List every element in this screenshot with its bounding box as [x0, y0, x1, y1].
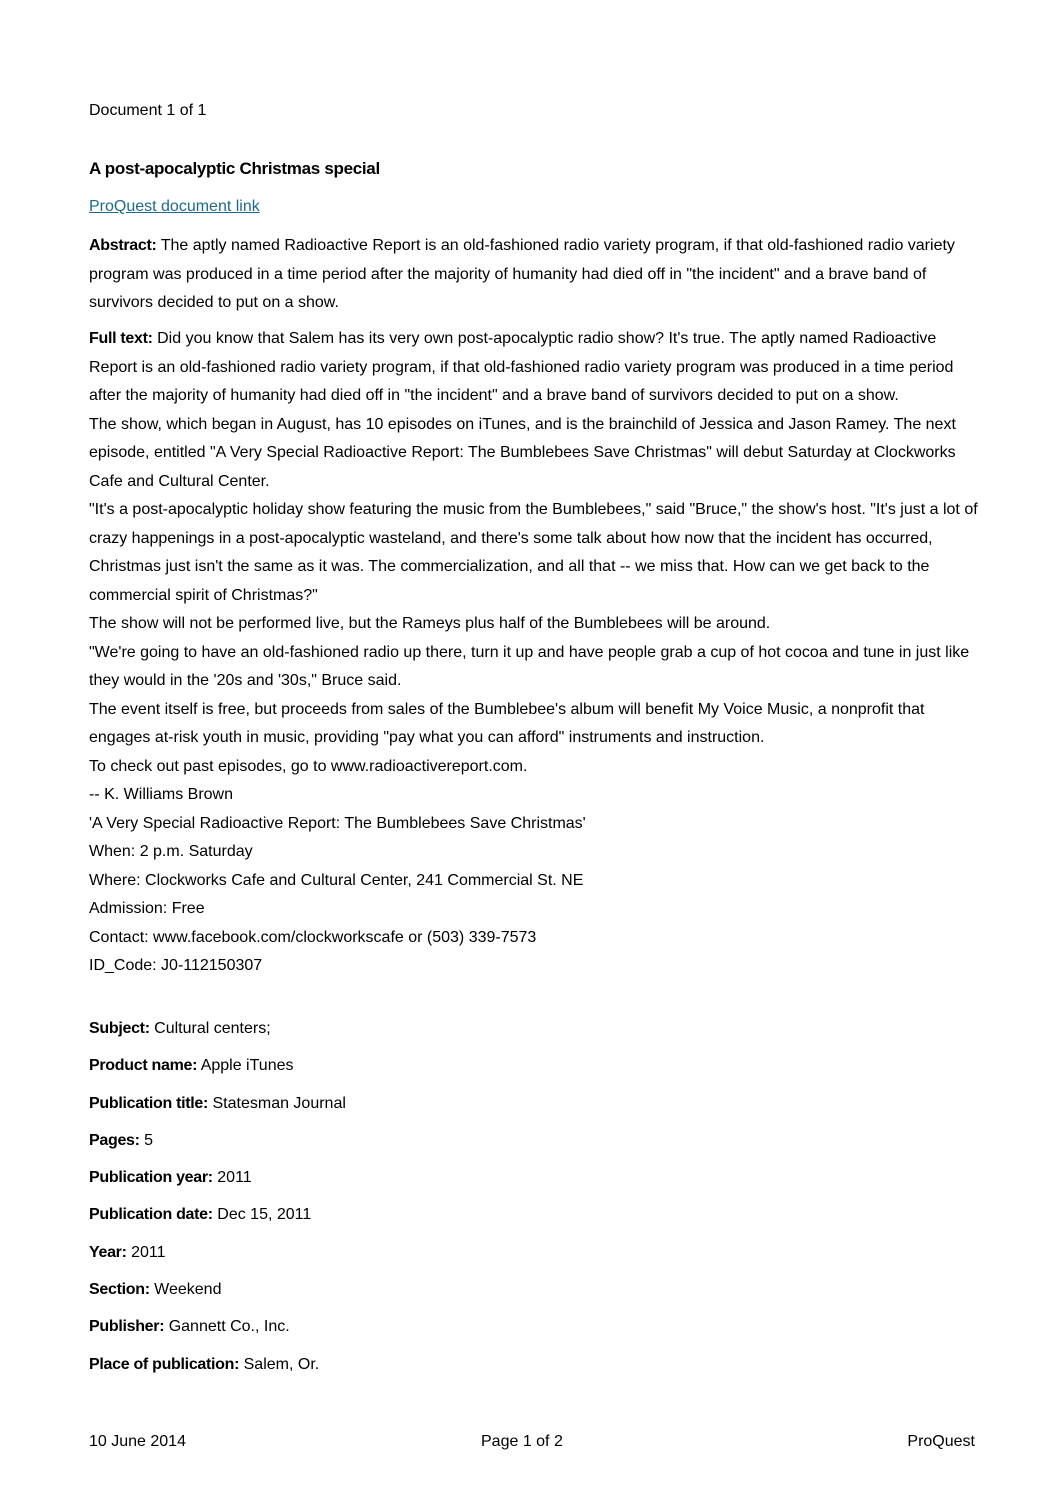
full-text-line: Where: Clockworks Cafe and Cultural Center, 241 Commercial St. NE	[89, 871, 584, 889]
metadata-label: Section:	[89, 1281, 150, 1299]
full-text-line: 'A Very Special Radioactive Report: The Bumblebees Save Christmas'	[89, 814, 586, 832]
metadata-item-publisher	[89, 1316, 979, 1353]
metadata-value: Gannett Co., Inc.	[168, 1318, 290, 1336]
full-text-paragraph: "It's a post-apocalyptic holiday show featuring the music from the Bumblebees," said "Bruce," the show's host. "It's just a lot of crazy happenings in a post-apocalyptic wasteland, and there's some talk about how now that the incident has occurred, Christmas just isn't the same as it was. The commercialization, and all that -- we miss that. How can we get back to the commercial spirit of Christmas?"	[89, 501, 978, 604]
metadata-label: Product name:	[89, 1057, 198, 1075]
proquest-document-link[interactable]: ProQuest document link	[89, 198, 260, 215]
metadata-item-year	[89, 1242, 979, 1279]
full-text-line: -- K. Williams Brown	[89, 786, 234, 803]
full-text-label: Full text:	[89, 330, 153, 347]
full-text-line: Admission: Free	[89, 900, 205, 917]
metadata-item-publication-title	[89, 1093, 979, 1130]
metadata-item-publication-date	[89, 1204, 979, 1241]
metadata-label: Publication date:	[89, 1206, 213, 1224]
metadata-label: Place of publication:	[89, 1355, 240, 1373]
metadata-item-place-of-publication	[89, 1354, 979, 1391]
metadata-value: Apple iTunes	[200, 1057, 294, 1075]
full-text-section	[89, 325, 979, 981]
metadata-value: 5	[144, 1131, 154, 1149]
document-count: Document 1 of 1	[89, 102, 207, 119]
metadata-item-pages	[89, 1130, 979, 1167]
metadata-value: 2011	[131, 1243, 166, 1261]
metadata-value: Statesman Journal	[212, 1094, 346, 1112]
footer-date: 10 June 2014	[89, 1433, 186, 1450]
metadata-item-section	[89, 1279, 979, 1316]
metadata-label: Publisher:	[89, 1318, 165, 1336]
full-text-first-paragraph	[89, 325, 979, 411]
abstract-section	[89, 232, 979, 318]
full-text-intro: Did you know that Salem has its very own post-apocalyptic radio show? It's true. The aptly named Radioactive Report is an old-fashioned radio variety program, if that old-fashioned radio variety program was produced in a time period after the majority of humanity had died off in "the incident" and a brave band of survivors decided to put on a show.	[89, 330, 954, 404]
full-text-line: To check out past episodes, go to www.radioactivereport.com.	[89, 757, 528, 775]
metadata-value: Weekend	[154, 1281, 222, 1299]
page-footer	[89, 1431, 975, 1453]
abstract-label: Abstract:	[89, 237, 157, 254]
full-text-paragraph: The show will not be performed live, but the Rameys plus half of the Bumblebees will be around.	[89, 615, 771, 632]
full-text-line: ID_Code: J0-112150307	[89, 957, 263, 974]
metadata-list	[89, 1018, 979, 1391]
document-page	[89, 0, 979, 1497]
abstract-text: The aptly named Radioactive Report is an old-fashioned radio variety program, if that old-fashioned radio variety program was produced in a time period after the majority of humanity had died off in "the incident" and a brave band of survivors decided to put on a show.	[89, 237, 955, 311]
full-text-line: When: 2 p.m. Saturday	[89, 843, 253, 860]
metadata-value: Cultural centers;	[154, 1020, 271, 1037]
footer-page-number: Page 1 of 2	[481, 1433, 563, 1450]
full-text-line: Contact: www.facebook.com/clockworkscafe or (503) 339-7573	[89, 928, 537, 946]
metadata-value: 2011	[217, 1169, 252, 1187]
metadata-label: Publication title:	[89, 1094, 209, 1112]
metadata-item-publication-year	[89, 1167, 979, 1204]
full-text-paragraph: "We're going to have an old-fashioned radio up there, turn it up and have people grab a cup of hot cocoa and tune in just like they would in the '20s and '30s," Bruce said.	[89, 643, 970, 689]
full-text-paragraph: The show, which began in August, has 10 episodes on iTunes, and is the brainchild of Jessica and Jason Ramey. The next episode, entitled "A Very Special Radioactive Report: The Bumblebees Save Christmas" will debut Saturday at Clockworks Cafe and Cultural Center.	[89, 415, 956, 490]
metadata-label: Pages:	[89, 1131, 140, 1149]
article-title: A post-apocalyptic Christmas special	[89, 159, 380, 178]
metadata-label: Publication year:	[89, 1169, 213, 1187]
metadata-label: Year:	[89, 1243, 127, 1261]
metadata-value: Salem, Or.	[243, 1355, 320, 1373]
metadata-item-product-name	[89, 1055, 979, 1092]
footer-source: ProQuest	[907, 1433, 975, 1450]
metadata-item-subject	[89, 1018, 979, 1055]
full-text-paragraph: The event itself is free, but proceeds from sales of the Bumblebee's album will benefit My Voice Music, a nonprofit that engages at-risk youth in music, providing "pay what you can afford" instruments and instruction.	[89, 700, 925, 746]
metadata-label: Subject:	[89, 1020, 150, 1037]
metadata-value: Dec 15, 2011	[217, 1206, 312, 1224]
